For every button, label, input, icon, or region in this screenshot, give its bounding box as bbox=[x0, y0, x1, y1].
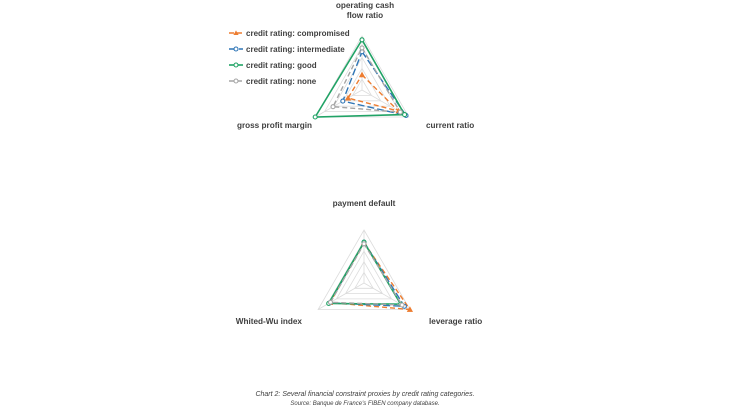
chart1-axis-label: gross profit margin bbox=[236, 121, 312, 130]
legend-entry: credit rating: none bbox=[246, 77, 317, 86]
chart1-data-point bbox=[360, 38, 364, 42]
legend-entry: credit rating: intermediate bbox=[246, 45, 345, 54]
chart2-spoke bbox=[318, 283, 364, 310]
chart1-data-point bbox=[403, 113, 407, 117]
chart1-data-point bbox=[359, 72, 364, 77]
chart2-data-point bbox=[329, 300, 333, 304]
chart1-data-point bbox=[341, 99, 345, 103]
legend-marker bbox=[234, 79, 238, 83]
chart2-data-point bbox=[362, 242, 366, 246]
chart1-data-point bbox=[398, 110, 402, 114]
chart1-axis-label: operating cash bbox=[335, 1, 395, 10]
chart1-axis-label: current ratio bbox=[426, 121, 475, 130]
chart-source: Source: Banque de France's FIBEN company database. bbox=[290, 401, 440, 407]
chart2-data-point bbox=[400, 303, 404, 307]
chart2-axis-label: leverage ratio bbox=[429, 317, 483, 326]
chart1-axis-label: flow ratio bbox=[346, 11, 384, 20]
chart1-data-point bbox=[313, 115, 317, 119]
legend-marker bbox=[234, 47, 238, 51]
chart1-data-point bbox=[360, 46, 364, 50]
chart2-axis-label: Whited-Wu index bbox=[235, 317, 302, 326]
chart1-data-point bbox=[331, 105, 335, 109]
chart-caption: Chart 2: Several financial constraint proxies by credit rating categories. bbox=[255, 391, 475, 398]
chart2-axis-label: payment default bbox=[332, 199, 396, 208]
legend-entry: credit rating: compromised bbox=[246, 29, 350, 38]
legend-marker bbox=[234, 63, 238, 67]
legend-entry: credit rating: good bbox=[246, 61, 317, 70]
